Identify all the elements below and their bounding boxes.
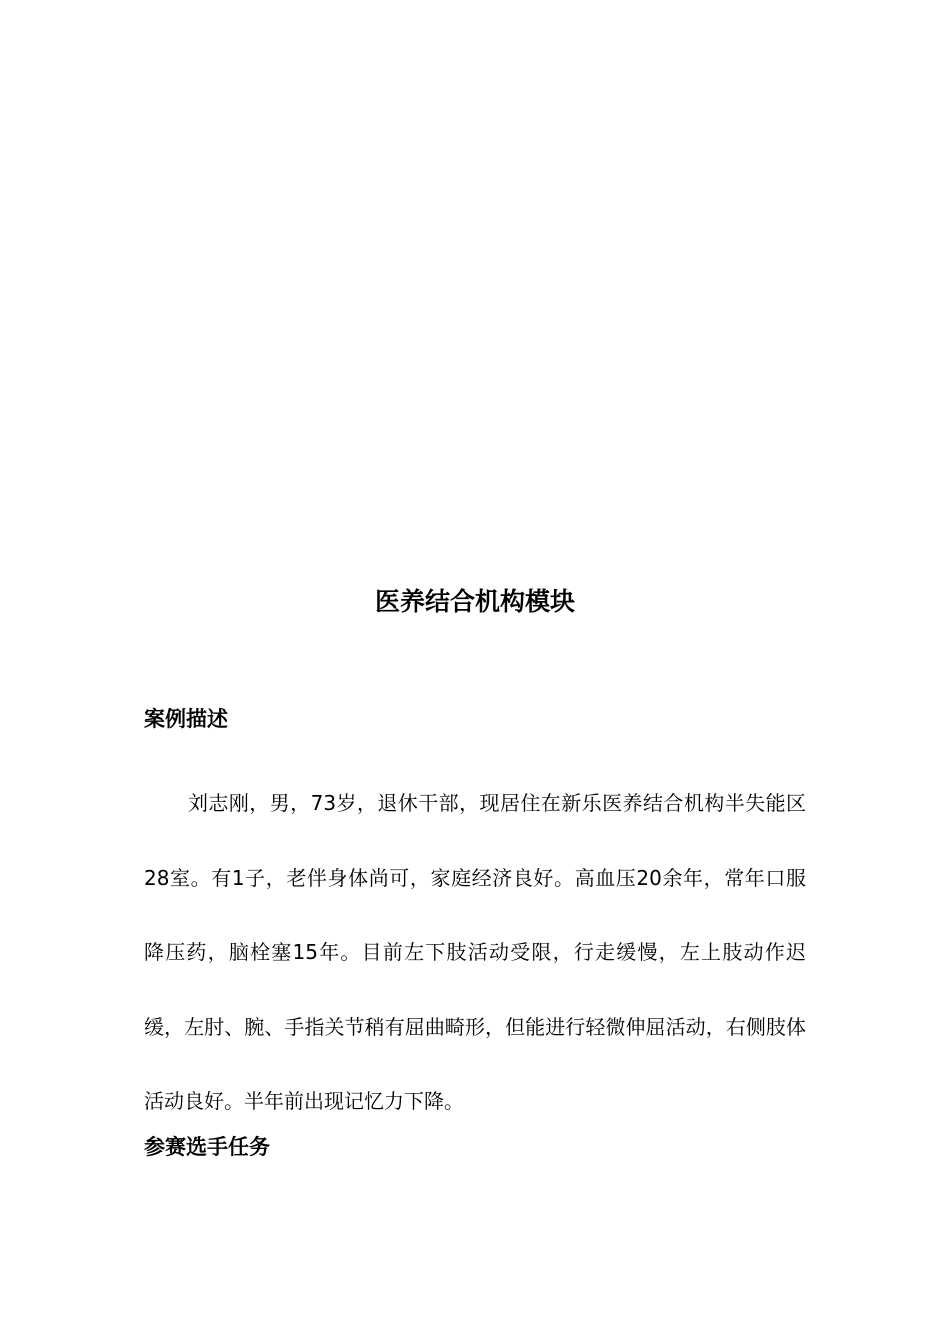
contestant-task-heading: 参赛选手任务: [144, 1135, 270, 1159]
document-title: 医养结合机构模块: [374, 587, 575, 616]
case-description-heading: 案例描述: [144, 707, 228, 731]
case-description-text: 刘志刚，男，73岁，退休干部，现居住在新乐医养结合机构半失能区28室。有1子，老伴身体尚可，家庭经济良好。高血压20余年，常年口服降压药，脑栓塞15年。目前左下肢活动受限，行走缓慢，左上肢动作迟缓，左肘、腕、手指关节稍有屈曲畸形，但能进行轻微伸屈活动，右侧肢体活动良好。半年前出现记忆力下降。: [144, 791, 806, 1113]
